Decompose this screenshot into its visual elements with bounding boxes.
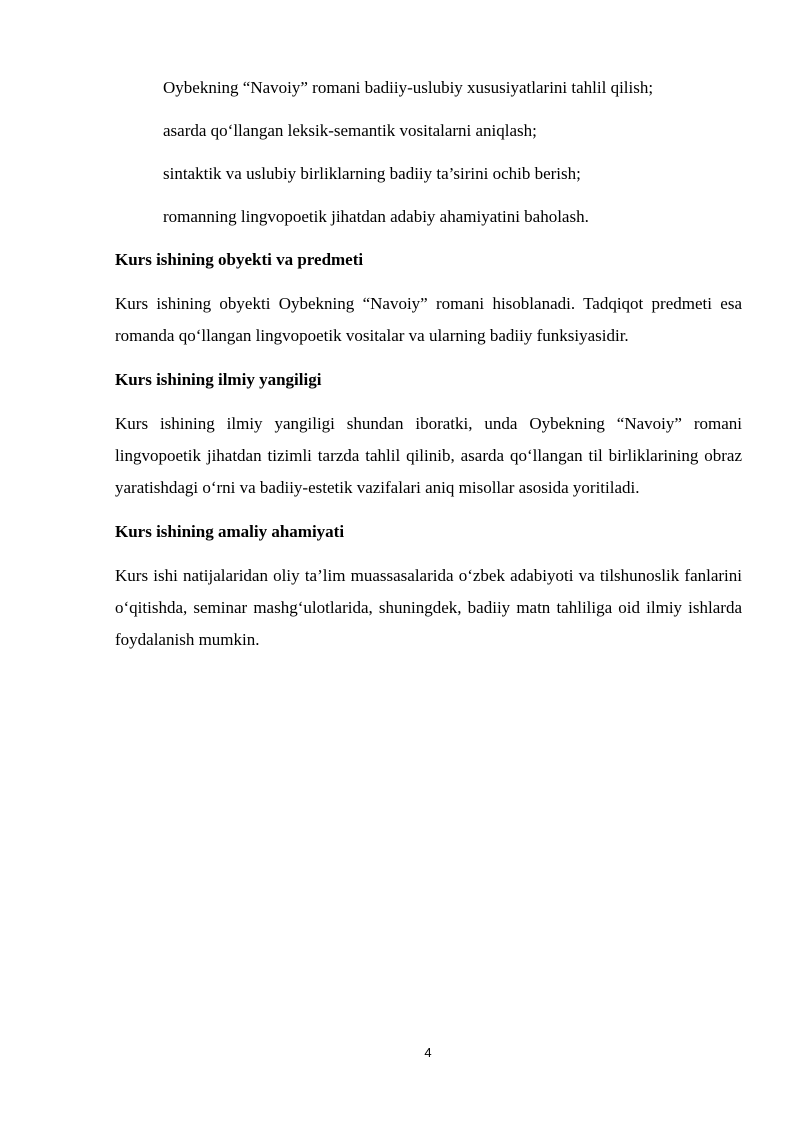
section-text-practical: Kurs ishi natijalaridan oliy ta’lim muassasalarida o‘zbek adabiyoti va tilshunoslik fanlarini o‘qitishda, seminar mashg‘ulotlarida, shuningdek, badiiy matn tahliliga oid ilmiy ishlarda foydalanish mumkin. (115, 566, 742, 649)
document-page (115, 72, 742, 668)
section-heading-novelty: Kurs ishining ilmiy yangiligi (115, 370, 322, 389)
objective-item-1: Oybekning “Navoiy” romani badiiy-uslubiy xususiyatlarini tahlil qilish; (163, 78, 654, 97)
objective-item-4: romanning lingvopoetik jihatdan adabiy ahamiyatini baholash. (163, 207, 589, 226)
section-heading-practical: Kurs ishining amaliy ahamiyati (115, 522, 345, 541)
objective-item-3: sintaktik va uslubiy birliklarning badiiy ta’sirini ochib berish; (163, 164, 581, 183)
section-text-novelty: Kurs ishining ilmiy yangiligi shundan iboratki, unda Oybekning “Navoiy” romani lingvopoetik jihatdan tizimli tarzda tahlil qilinib, asarda qo‘llangan til birliklarining obraz yaratishdagi o‘rni va badiiy-estetik vazifalari aniq misollar asosida yoritiladi. (115, 414, 742, 497)
section-heading-object: Kurs ishining obyekti va predmeti (115, 250, 364, 269)
objective-item-2: asarda qo‘llangan leksik-semantik vositalarni aniqlash; (163, 121, 537, 140)
page-number: 4 (424, 1045, 432, 1060)
section-text-object: Kurs ishining obyekti Oybekning “Navoiy” romani hisoblanadi. Tadqiqot predmeti esa romanda qo‘llangan lingvopoetik vositalar va ularning badiiy funksiyasidir. (115, 294, 742, 345)
